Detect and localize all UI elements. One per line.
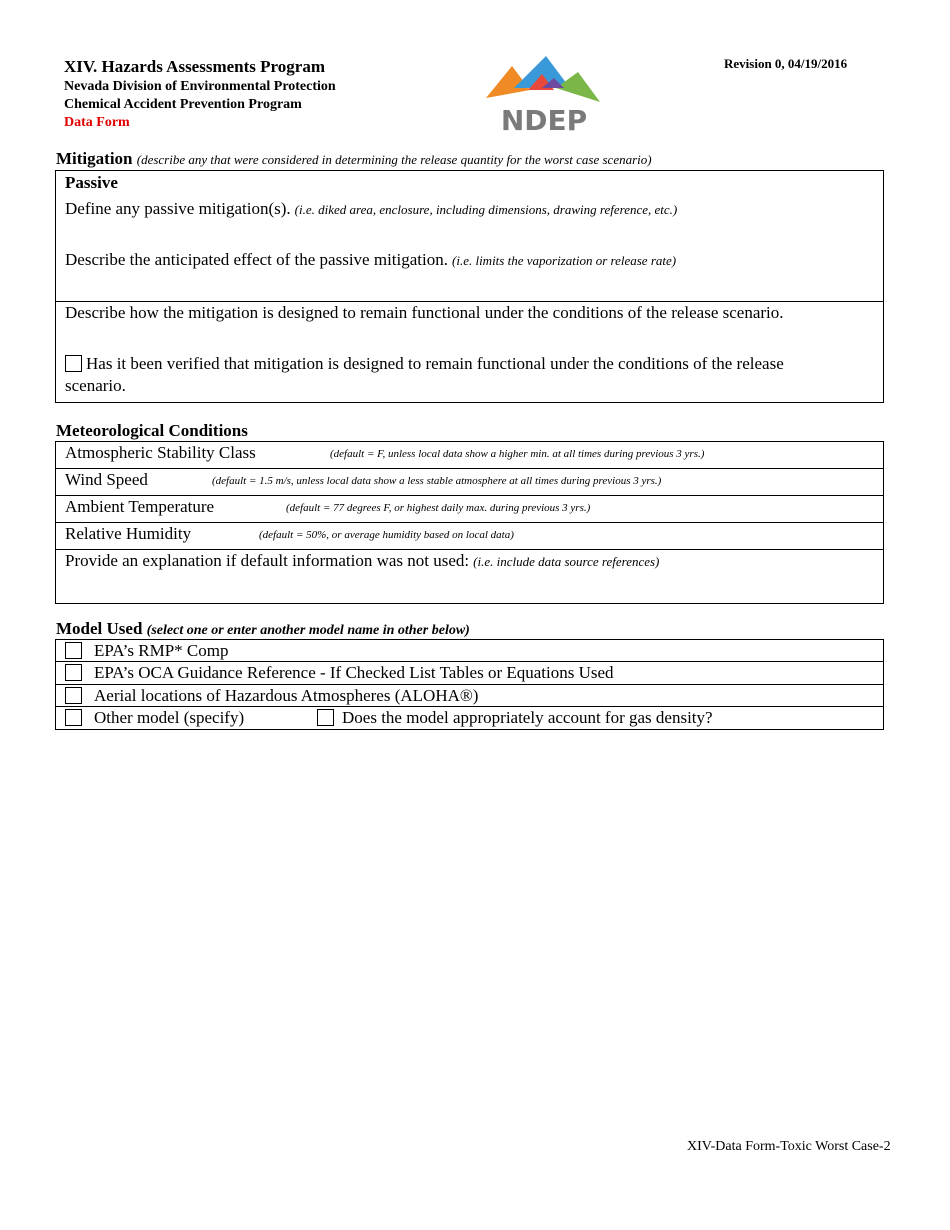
humidity-note: (default = 50%, or average humidity based on local data) bbox=[259, 529, 514, 541]
model-option-aloha bbox=[65, 686, 478, 706]
met-divider-3 bbox=[55, 522, 884, 523]
ndep-logo bbox=[484, 52, 604, 136]
mitigation-divider bbox=[55, 301, 884, 302]
verified-label: Has it been verified that mitigation is designed to remain functional under the conditions of the release bbox=[86, 354, 784, 373]
agency-name: Nevada Division of Environmental Protection bbox=[64, 79, 336, 94]
model-option-other bbox=[65, 708, 244, 728]
model-divider-3 bbox=[55, 706, 884, 707]
model-divider-2 bbox=[55, 684, 884, 685]
verified-checkbox[interactable] bbox=[65, 355, 82, 372]
revision-label: Revision 0, 04/19/2016 bbox=[724, 56, 848, 71]
gas-density-row bbox=[317, 708, 713, 728]
met-divider-1 bbox=[55, 468, 884, 469]
aloha-checkbox[interactable] bbox=[65, 687, 82, 704]
program-name: Chemical Accident Prevention Program bbox=[64, 97, 302, 112]
ambient-temp-label[interactable]: Ambient Temperature bbox=[65, 497, 215, 516]
model-heading: Model Used (select one or enter another model name in other below) bbox=[56, 619, 470, 638]
logo-text: NDEP bbox=[500, 104, 588, 136]
rmp-comp-checkbox[interactable] bbox=[65, 642, 82, 659]
rmp-comp-label: EPA’s RMP* Comp bbox=[94, 641, 229, 660]
wind-speed-label[interactable]: Wind Speed bbox=[65, 470, 148, 489]
stability-class-label[interactable]: Atmospheric Stability Class bbox=[65, 443, 256, 462]
other-model-checkbox[interactable] bbox=[65, 709, 82, 726]
explanation-field[interactable]: Provide an explanation if default information was not used: (i.e. include data source references) bbox=[65, 551, 660, 570]
mitigation-heading: Mitigation (describe any that were considered in determining the release quantity for the worst case scenario) bbox=[56, 149, 652, 168]
passive-label: Passive bbox=[65, 173, 118, 192]
data-form-label: Data Form bbox=[64, 115, 130, 130]
gas-density-checkbox[interactable] bbox=[317, 709, 334, 726]
other-model-label: Other model (specify) bbox=[94, 708, 245, 727]
humidity-label[interactable]: Relative Humidity bbox=[65, 524, 192, 543]
oca-checkbox[interactable] bbox=[65, 664, 82, 681]
meteorological-heading: Meteorological Conditions bbox=[56, 421, 248, 440]
form-title: XIV. Hazards Assessments Program bbox=[64, 57, 325, 76]
gas-density-label: Does the model appropriately account for gas density? bbox=[342, 708, 713, 727]
met-divider-4 bbox=[55, 549, 884, 550]
oca-label: EPA’s OCA Guidance Reference - If Checked List Tables or Equations Used bbox=[94, 663, 614, 682]
ambient-temp-note: (default = 77 degrees F, or highest daily max. during previous 3 yrs.) bbox=[286, 502, 591, 514]
model-option-oca bbox=[65, 663, 614, 683]
page-footer: XIV-Data Form-Toxic Worst Case-2 bbox=[687, 1139, 891, 1154]
stability-class-note: (default = F, unless local data show a higher min. at all times during previous 3 yrs.) bbox=[330, 448, 705, 460]
wind-speed-note: (default = 1.5 m/s, unless local data show a less stable atmosphere at all times during previous 3 yrs.) bbox=[212, 475, 662, 487]
verified-label-cont: scenario. bbox=[65, 376, 126, 395]
verified-row bbox=[65, 354, 875, 374]
model-option-rmp-comp bbox=[65, 641, 228, 661]
passive-effect-field[interactable]: Describe the anticipated effect of the passive mitigation. (i.e. limits the vaporization or release rate) bbox=[65, 250, 677, 269]
aloha-label: Aerial locations of Hazardous Atmospheres (ALOHA®) bbox=[94, 686, 479, 705]
define-passive-field[interactable]: Define any passive mitigation(s). (i.e. diked area, enclosure, including dimensions, drawing reference, etc.) bbox=[65, 199, 678, 218]
met-divider-2 bbox=[55, 495, 884, 496]
model-divider-1 bbox=[55, 661, 884, 662]
mitigation-functional-field[interactable]: Describe how the mitigation is designed to remain functional under the conditions of the release scenario. bbox=[65, 303, 784, 322]
